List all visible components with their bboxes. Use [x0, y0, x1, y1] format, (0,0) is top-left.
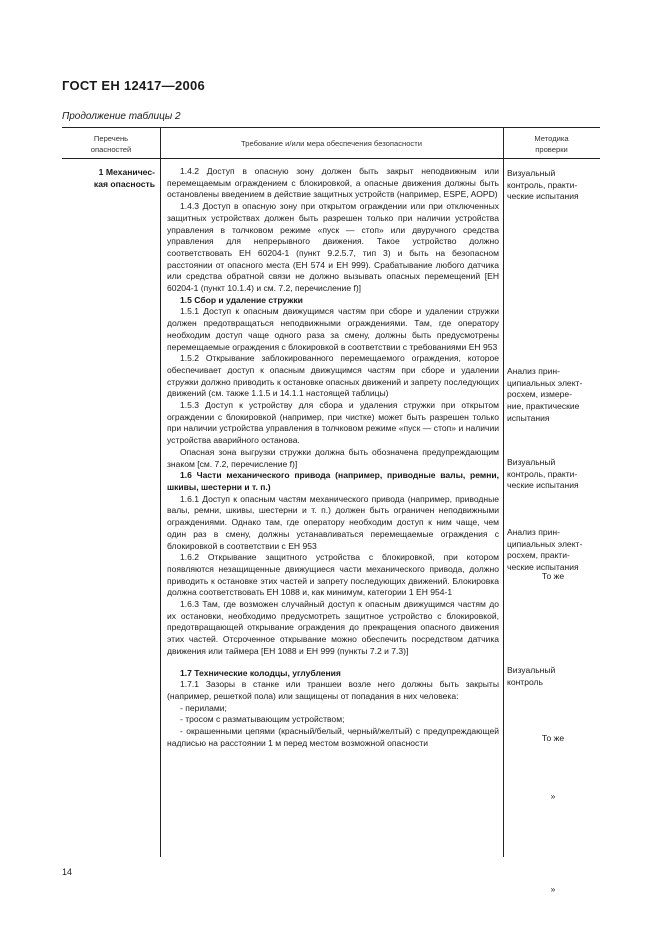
method-text: » — [550, 884, 556, 894]
standard-title: ГОСТ ЕН 12417—2006 — [62, 78, 206, 93]
method-cell — [507, 791, 599, 803]
requirement-paragraph: 1.6.1 Доступ к опасным частям механического привода (например, приводные валы, ремни, шкивы, шестерни и т. п.) должен быть ограничен неподвижными ограждениями. Однако там, где оператору необходим доступ к ним чаще, чем один раз в смену, должны устанавливаться перемещаемые ограждения с блокировкой в соответствии с ЕН 953 — [167, 493, 499, 551]
method-text: То же — [541, 571, 565, 581]
requirements-table — [62, 127, 600, 894]
column-divider-1 — [160, 127, 161, 857]
hazard-cell: 1 Механичес- кая опасность — [93, 167, 155, 189]
method-text: Визуальный контроль — [507, 665, 556, 687]
requirement-paragraph: 1.5.1 Доступ к опасным движущимся частям при сборе и удалении стружки должен предотвращаться неподвижными ограждениями. Там, где оператору необходим доступ чаще одного раза за смену, должны быть предусмотрены перемещаемые ограждения с блокировкой в соответствии с требованиями ЕН 953 — [167, 306, 499, 352]
requirement-paragraph: 1.6.2 Открывание защитного устройства с блокировкой, при котором появляются незащищенные движущиеся части механического привода, должно приводить к остановке этих частей и запрету последующих движений. Блокировка должна соответствовать ЕН 1088 и, как минимум, категории 1 ЕН 954-1 — [167, 552, 499, 598]
method-text: Визуальный контроль, практи- ческие испытания — [507, 457, 579, 491]
requirement-paragraph: Опасная зона выгрузки стружки должна быть обозначена предупреждающим знаком [см. 7.2, перечисление f)] — [167, 446, 499, 469]
requirement-paragraph: 1.4.3 Доступ в опасную зону при открытом ограждении или при отключенных защитных устройствах должен быть разрешен только при наличии устройства управления в толчковом режиме «пуск — стоп» или двуручного средства управления для непрерывного движения. Такое устройство должно соответствовать ЕН 60204-1 (пункт 9.2.5.7, тип 3) и быть на безопасном расстоянии от опасного места (ЕН 574 и ЕН 999). Срабатывание любого датчика или средства обратной связи не должно вызывать опасных перемещений [ЕН 60204-1 (пункт 10.1.4) и см. 7.2, перечисление f)] — [167, 201, 499, 294]
column-header-requirement: Требование и/или мера обеспечения безопасности — [241, 139, 422, 148]
method-cell — [507, 733, 599, 745]
method-cell — [507, 457, 599, 492]
requirement-paragraph: 1.5.2 Открывание заблокированного перемещаемого ограждения, которое обеспечивает доступ к опасным движущимся частям при сборе и удалении стружки должно приводить к остановке опасных движений и запрету последующих движений (см. также 1.1.5 и 14.1.1 настоящей таблицы) — [167, 353, 499, 399]
column-header-hazards: Перечень опасностей — [90, 134, 132, 154]
column-divider-2 — [503, 127, 504, 857]
method-cell — [507, 527, 599, 574]
section-heading: 1.5 Сбор и удаление стружки — [180, 294, 303, 305]
method-cell — [507, 168, 599, 203]
method-cell — [507, 884, 599, 896]
section-heading: 1.6 Части механического привода (например, приводные валы, ремни, шкивы, шестерни и т. п.) — [167, 470, 499, 492]
requirement-paragraph: 1.7.1 Зазоры в станке или траншеи возле него должны быть закрыты (например, решеткой пола) или защищены от попадания в них человека: — [167, 679, 499, 701]
column-header-method: Методика проверки — [534, 134, 569, 154]
method-text: Анализ прин- ципиальных элект- росхем, измере- ние, практические испытания — [507, 366, 583, 423]
requirement-paragraph: 1.6.3 Там, где возможен случайный доступ к опасным движущимся частям до их остановки, необходимо предусмотреть защитное устройство с блокировкой, предотвращающей открывание ограждения до прекращения опасного движения этих частей. Отсроченное открывание можно обеспечить посредством датчика движения или таймера [ЕН 1088 и ЕН 999 (пункты 7.2 и 7.3)] — [167, 599, 499, 656]
method-text: Визуальный контроль, практи- ческие испытания — [507, 168, 579, 202]
header-bottom-rule — [62, 158, 600, 159]
method-text: То же — [541, 733, 565, 743]
method-cell — [507, 571, 599, 583]
method-cell — [507, 366, 599, 425]
table-top-rule — [62, 127, 600, 128]
list-item: - тросом с разматывающим устройством; — [180, 714, 345, 725]
requirement-paragraph: 1.4.2 Доступ в опасную зону должен быть закрыт неподвижным или перемещаемым ограждением с блокировкой, а опасные движения должны быть остановлены введением в действие защитных устройств (например, ESPE, AOPD) — [167, 166, 499, 200]
section-heading: 1.7 Технические колодцы, углубления — [180, 667, 341, 678]
paragraph-spacer — [167, 658, 499, 668]
requirements-column — [167, 166, 499, 749]
list-item: - перилами; — [180, 702, 227, 713]
method-text: Анализ прин- ципиальных элект- росхем, практи- ческие испытания — [507, 527, 583, 573]
requirement-paragraph: 1.5.3 Доступ к устройству для сбора и удаления стружки при открытом ограждении с блокировкой (например, при чистке) может быть разрешен только при наличии устройства управления в толчковом режиме «пуск — стоп» и наличии устройства аварийного останова. — [167, 400, 499, 446]
table-continuation-caption: Продолжение таблицы 2 — [62, 111, 181, 122]
page-number: 14 — [62, 867, 73, 877]
method-text: » — [550, 791, 556, 801]
method-cell — [507, 665, 599, 688]
requirement-paragraph: - окрашенными цепями (красный/белый, черный/желтый) с предупреждающей надписью на расстоянии 1 м перед местом возможной опасности — [167, 726, 499, 748]
